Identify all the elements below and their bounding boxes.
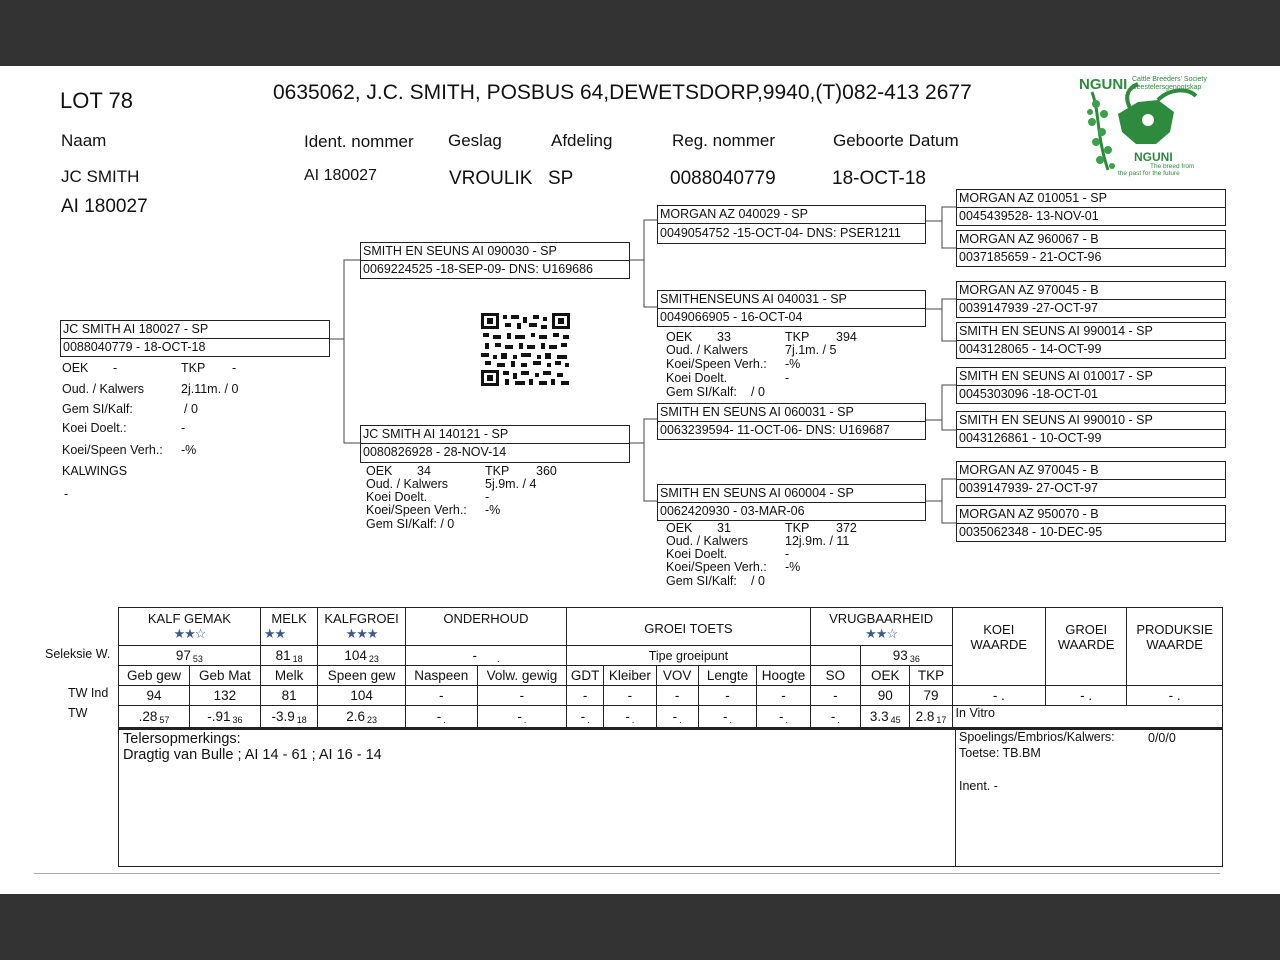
- logo-society-2: Beestelersgenootskap: [1132, 84, 1202, 91]
- group-kalf-label: KALF GEMAK: [147, 611, 231, 626]
- tw-ind-cell: -: [604, 686, 656, 706]
- dam-dam-tkp: 372: [836, 521, 857, 535]
- row-label-twind: TW Ind: [68, 686, 109, 700]
- group-koei-waarde: [952, 608, 1046, 686]
- sire-dam-oud: 7j.1m. / 5: [785, 343, 837, 357]
- tw-ind-cell: -: [567, 686, 604, 706]
- sire-dam-verh-label: Koei/Speen Verh.:: [666, 357, 767, 371]
- label-naam: Naam: [61, 131, 107, 150]
- great-grandparent-box: [956, 281, 1226, 318]
- sire-dam-gem-label: Gem SI/Kalf:: [666, 385, 737, 399]
- tw-ind-cell: 90: [861, 686, 910, 706]
- dam-dam-oek: 31: [717, 521, 731, 535]
- col-header: Geb gew: [119, 666, 190, 686]
- tw-cell: .28 $_{57}$: [119, 706, 190, 728]
- seleksie-kalf: 97 $_{53}$: [119, 646, 261, 666]
- groei-waarde-label: GROEI WAARDE: [1057, 622, 1115, 652]
- ggp-reg: 0045439528- 13-NOV-01: [959, 209, 1099, 223]
- animal-verh-label: Koei/Speen Verh.:: [62, 443, 163, 457]
- animal-doelt-label: Koei Doelt.:: [62, 421, 127, 435]
- tw-cell: - $_.$: [604, 706, 656, 728]
- col-header: Melk: [260, 666, 318, 686]
- big-ident: AI 180027: [61, 196, 148, 217]
- tw-cell: - $_.$: [656, 706, 698, 728]
- sire-dam-reg: 0049066905 - 16-OCT-04: [660, 310, 803, 324]
- dam-tkp: 360: [536, 464, 557, 478]
- col-header: TKP: [910, 666, 952, 686]
- logo-society-1: Cattle Breeders' Society: [1132, 76, 1207, 83]
- dam-dam-oud-label: Oud. / Kalwers: [666, 534, 748, 548]
- dam-oek-label: OEK: [366, 464, 393, 478]
- ggp-name: SMITH EN SEUNS AI 990014 - SP: [959, 324, 1153, 338]
- ggp-reg: 0035062348 - 10-DEC-95: [959, 525, 1103, 539]
- tw-cell: -3.9 $_{18}$: [260, 706, 318, 728]
- tw-ind-cell: -: [477, 686, 566, 706]
- value-afdeling: SP: [548, 168, 574, 189]
- seleksie-kalfgroei: 104 $_{23}$: [318, 646, 405, 666]
- col-header: Naspeen: [405, 666, 477, 686]
- value-naam: JC SMITH: [61, 167, 140, 186]
- dam-box: [360, 425, 630, 463]
- great-grandparent-box: [956, 230, 1226, 267]
- col-header: Volw. gewig: [477, 666, 566, 686]
- footer-rule: [34, 873, 1220, 874]
- great-grandparent-box: [956, 367, 1226, 404]
- sire-dam-box: [657, 290, 926, 327]
- kalf-stars-icon: ★★☆: [173, 626, 206, 641]
- tw-ind-cell: -: [810, 686, 860, 706]
- ggp-reg: 0043128065 - 14-OCT-99: [959, 342, 1102, 356]
- dam-dam-gem: / 0: [751, 574, 765, 588]
- logo-tagline-2: the past for the future: [1118, 170, 1180, 177]
- dam-verh-label: Koei/Speen Verh.:: [366, 503, 467, 517]
- sire-dam-verh: -%: [785, 357, 801, 371]
- animal-kalwings: -: [64, 487, 69, 501]
- dam-dam-verh: -%: [785, 560, 801, 574]
- tw-ind-cell: -: [698, 686, 757, 706]
- sire-dam-name: SMITHENSEUNS AI 040031 - SP: [660, 292, 847, 306]
- group-vrug-label: VRUGBAARHEID: [829, 611, 934, 626]
- dam-dam-doelt-label: Koei Doelt.: [666, 547, 728, 561]
- sire-box: [360, 242, 630, 279]
- dam-oek: 34: [417, 464, 431, 478]
- tw-cell: 2.6 $_{23}$: [318, 706, 405, 728]
- great-grandparent-box: [956, 461, 1226, 498]
- label-geboorte: Geboorte Datum: [833, 131, 959, 150]
- seleksie-vrug-blank: [810, 646, 860, 666]
- tw-ind-cell: 94: [119, 686, 190, 706]
- dam-reg: 0080826928 - 28-NOV-14: [363, 445, 507, 459]
- dam-dam-name: SMITH EN SEUNS AI 060004 - SP: [660, 486, 854, 500]
- dam-dam-verh-label: Koei/Speen Verh.:: [666, 560, 767, 574]
- groei-waarde-value: - .: [1046, 686, 1127, 706]
- remarks-label: Telersopmerkings:: [123, 731, 241, 747]
- col-header: Geb Mat: [189, 666, 260, 686]
- tw-ind-row: [119, 686, 1223, 706]
- tw-cell: - $_.$: [405, 706, 477, 728]
- ggp-reg: 0039147939- 27-OCT-97: [959, 481, 1098, 495]
- ggp-name: SMITH EN SEUNS AI 010017 - SP: [959, 369, 1153, 383]
- animal-name: JC SMITH AI 180027 - SP: [63, 322, 209, 336]
- tw-ind-cell: 132: [189, 686, 260, 706]
- col-header: VOV: [656, 666, 698, 686]
- group-vrugbaarheid: [810, 608, 952, 646]
- group-melk: [260, 608, 318, 646]
- col-header: OEK: [861, 666, 910, 686]
- col-header: SO: [810, 666, 860, 686]
- tw-cell: 2.8 $_{17}$: [910, 706, 952, 728]
- dam-dam-tkp-label: TKP: [785, 521, 810, 535]
- animal-kalwings-label: KALWINGS: [62, 464, 128, 478]
- col-header: GDT: [567, 666, 604, 686]
- value-geboorte: 18-OCT-18: [832, 168, 926, 189]
- tw-ind-cell: -: [405, 686, 477, 706]
- sire-reg: 0069224525 -18-SEP-09- DNS: U169686: [363, 262, 594, 276]
- tw-cell: - $_.$: [567, 706, 604, 728]
- great-grandparent-box: [956, 322, 1226, 359]
- ggp-reg: 0045303096 -18-OCT-01: [959, 387, 1098, 401]
- sire-dam-oek: 33: [717, 330, 731, 344]
- breeding-values-table: [118, 607, 1223, 728]
- animal-gem-label: Gem SI/Kalf:: [62, 402, 133, 416]
- dam-sire-name: SMITH EN SEUNS AI 060031 - SP: [660, 405, 854, 419]
- tw-cell: - $_.$: [810, 706, 860, 728]
- remarks-text: Dragtig van Bulle ; AI 14 - 61 ; AI 16 - 14: [123, 747, 382, 763]
- label-ident: Ident. nommer: [304, 132, 414, 151]
- tw-cell: - $_.$: [757, 706, 810, 728]
- great-grandparent-box: [956, 505, 1226, 542]
- animal-tkp-label: TKP: [181, 361, 206, 375]
- tw-ind-cell: -: [757, 686, 810, 706]
- animal-gem: / 0: [184, 402, 198, 416]
- logo-title: NGUNI: [1079, 76, 1128, 93]
- tw-cell: -.91 $_{36}$: [189, 706, 260, 728]
- dam-dam-oud: 12j.9m. / 11: [785, 534, 850, 548]
- tw-cell: 3.3 $_{45}$: [861, 706, 910, 728]
- animal-verh: -%: [181, 443, 197, 457]
- animal-oud: 2j.11m. / 0: [181, 382, 239, 396]
- inent: Inent. -: [959, 779, 998, 793]
- great-grandparent-box: [956, 189, 1226, 226]
- produksie-waarde-value: - .: [1127, 686, 1223, 706]
- sire-dam-tkp: 394: [836, 330, 857, 344]
- group-onderhoud: [405, 608, 566, 646]
- value-geslag: VROULIK: [449, 168, 533, 189]
- col-header: Lengte: [698, 666, 757, 686]
- koei-waarde-value: - .: [952, 686, 1046, 706]
- logo-tagline-1: The breed from: [1150, 163, 1195, 170]
- toetse: Toetse: TB.BM: [959, 746, 1041, 760]
- sire-dam-tkp-label: TKP: [785, 330, 810, 344]
- tipe-groeipunt: Tipe groeipunt: [567, 646, 811, 666]
- animal-oek: -: [113, 361, 118, 375]
- tw-ind-cell: -: [656, 686, 698, 706]
- col-header: Speen gew: [318, 666, 405, 686]
- sire-dam-oud-label: Oud. / Kalwers: [666, 343, 748, 357]
- dam-dam-gem-label: Gem SI/Kalf:: [666, 574, 737, 588]
- tw-ind-cell: 79: [910, 686, 952, 706]
- dam-dam-oek-label: OEK: [666, 521, 693, 535]
- animal-doelt: -: [181, 421, 186, 435]
- ggp-reg: 0043126861 - 10-OCT-99: [959, 431, 1102, 445]
- dam-dam-box: [657, 484, 926, 521]
- sire-sire-reg: 0049054752 -15-OCT-04- DNS: PSER1211: [660, 226, 901, 240]
- produksie-waarde-label: PRODUKSIE WAARDE: [1136, 622, 1213, 652]
- group-kalfgroei-label: KALFGROEI: [324, 611, 399, 626]
- row-label-tw: TW: [68, 706, 88, 720]
- melk-stars-icon: ★★: [263, 626, 286, 641]
- ggp-name: MORGAN AZ 970045 - B: [959, 463, 1099, 477]
- tw-cell: - $_.$: [477, 706, 566, 728]
- value-ident: AI 180027: [304, 167, 377, 184]
- seleksie-melk: 81 $_{18}$: [260, 646, 318, 666]
- dam-tkp-label: TKP: [485, 464, 510, 478]
- ggp-reg: 0037185659 - 21-OCT-96: [959, 250, 1102, 264]
- dam-doelt-label: Koei Doelt.: [366, 490, 428, 504]
- tw-ind-cell: 104: [318, 686, 405, 706]
- lot-number: LOT 78: [60, 88, 133, 113]
- label-reg: Reg. nommer: [672, 131, 775, 150]
- ggp-reg: 0039147939 -27-OCT-97: [959, 301, 1098, 315]
- ggp-name: SMITH EN SEUNS AI 990010 - SP: [959, 413, 1153, 427]
- dam-dam-doelt: -: [785, 547, 790, 561]
- row-label-seleksie: Seleksie W.: [45, 647, 111, 661]
- col-header: Kleiber: [604, 666, 656, 686]
- animal-tkp: -: [232, 361, 237, 375]
- dam-sire-reg: 0063239594- 11-OCT-06- DNS: U169687: [660, 423, 890, 437]
- group-groei-label: GROEI TOETS: [644, 621, 733, 636]
- sire-sire-box: [657, 205, 926, 244]
- dam-oud: 5j.9m. / 4: [485, 477, 537, 491]
- value-reg: 0088040779: [670, 168, 776, 189]
- vrug-stars-icon: ★★☆: [865, 626, 898, 641]
- dam-gem-label: Gem SI/Kalf: / 0: [366, 517, 455, 531]
- animal-box: [60, 320, 330, 357]
- remarks-box: [118, 728, 1223, 867]
- in-vitro-cell: In Vitro: [952, 706, 1222, 728]
- animal-reg: 0088040779 - 18-OCT-18: [63, 340, 206, 354]
- sire-sire-name: MORGAN AZ 040029 - SP: [660, 207, 808, 221]
- group-kalf-gemak: [119, 608, 261, 646]
- logo-mark: NGUNI: [1134, 150, 1173, 164]
- seleksie-onderhoud: - $_.$: [405, 646, 566, 666]
- kalfgroei-stars-icon: ★★★: [345, 626, 378, 641]
- col-header: Hoogte: [757, 666, 810, 686]
- remarks-divider: [955, 730, 956, 866]
- group-groei-waarde: [1046, 608, 1127, 686]
- sire-dam-doelt-label: Koei Doelt.: [666, 371, 728, 385]
- dam-dam-reg: 0062420930 - 03-MAR-06: [660, 504, 805, 518]
- tw-row: [119, 706, 1223, 728]
- dam-name: JC SMITH AI 140121 - SP: [363, 427, 509, 441]
- dam-verh: -%: [485, 503, 501, 517]
- sire-name: SMITH EN SEUNS AI 090030 - SP: [363, 244, 557, 258]
- group-onderhoud-label: ONDERHOUD: [443, 611, 529, 626]
- animal-oek-label: OEK: [62, 361, 89, 375]
- tw-ind-cell: 81: [260, 686, 318, 706]
- animal-oud-label: Oud. / Kalwers: [62, 382, 144, 396]
- sire-dam-oek-label: OEK: [666, 330, 693, 344]
- label-afdeling: Afdeling: [551, 131, 613, 150]
- owner-line: 0635062, J.C. SMITH, POSBUS 64,DEWETSDORP,9940,(T)082-413 2677: [273, 81, 972, 104]
- group-kalfgroei: [318, 608, 405, 646]
- great-grandparent-box: [956, 411, 1226, 448]
- group-produksie-waarde: [1127, 608, 1223, 686]
- group-groei-toets: [567, 608, 811, 646]
- dam-sire-box: [657, 403, 926, 440]
- sire-dam-gem: / 0: [751, 385, 765, 399]
- ggp-name: MORGAN AZ 970045 - B: [959, 283, 1099, 297]
- sire-dam-doelt: -: [785, 371, 790, 385]
- qr-code: [481, 313, 570, 386]
- spoelings-value: 0/0/0: [1148, 731, 1176, 745]
- dam-doelt: -: [485, 490, 490, 504]
- tw-cell: - $_.$: [698, 706, 757, 728]
- spoelings-label: Spoelings/Embrios/Kalwers:: [959, 730, 1115, 744]
- seleksie-vrug: 93 $_{36}$: [861, 646, 952, 666]
- dam-oud-label: Oud. / Kalwers: [366, 477, 448, 491]
- label-geslag: Geslag: [448, 131, 502, 150]
- qr-code-icon: [481, 313, 570, 386]
- group-melk-label: MELK: [271, 611, 307, 626]
- koei-waarde-label: KOEI WAARDE: [970, 622, 1028, 652]
- ggp-name: MORGAN AZ 960067 - B: [959, 232, 1099, 246]
- ggp-name: MORGAN AZ 950070 - B: [959, 507, 1099, 521]
- ggp-name: MORGAN AZ 010051 - SP: [959, 191, 1107, 205]
